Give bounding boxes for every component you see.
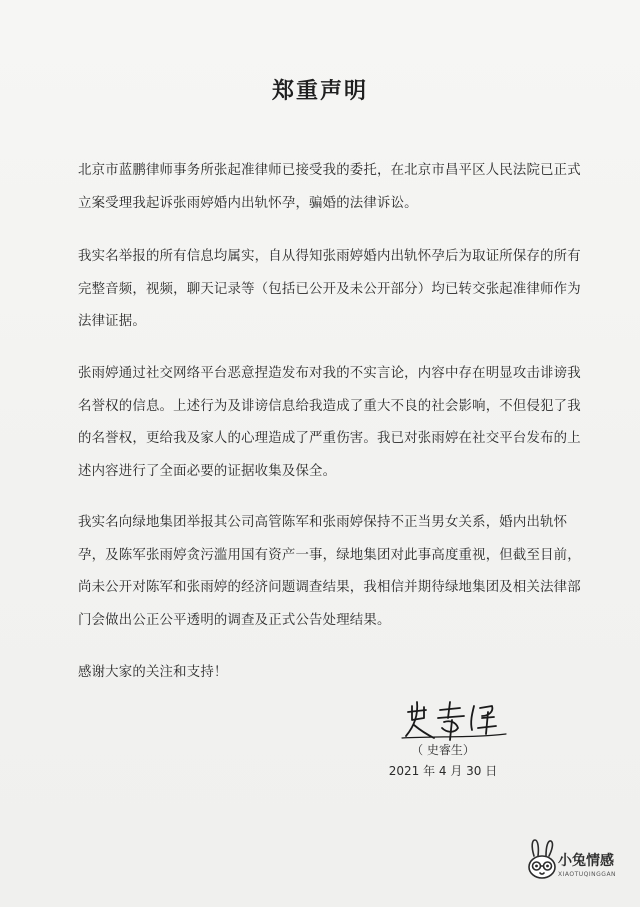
- paragraph-line: 述内容进行了全面必要的证据收集及保全。: [78, 463, 337, 479]
- paragraph-line: 尚未公开对陈军和张雨婷的经济问题调查结果，我相信并期待绿地集团及相关法律部: [78, 580, 581, 596]
- paragraph-line: 的名誉权，更给我及家人的心理造成了严重伤害。我已对张雨婷在社交平台发布的上: [78, 431, 581, 447]
- paragraph-line: 法律证据。: [78, 314, 146, 330]
- paragraph-line: 张雨婷通过社交网络平台恶意捏造发布对我的不实言论，内容中存在明显攻击诽谤我: [78, 366, 581, 381]
- watermark: [524, 838, 634, 898]
- signature-drawing: [388, 698, 518, 743]
- paragraph-3: [78, 358, 581, 488]
- paragraph-line: 我实名举报的所有信息均属实，自从得知张雨婷婚内出轨怀孕后为取证所保存的所有: [78, 249, 581, 264]
- paragraph-2: [78, 241, 581, 339]
- paragraph-line: 门会做出公正公平透明的调查及正式公告处理结果。: [78, 612, 391, 628]
- handwritten-signature: [388, 698, 518, 743]
- signer-name: （ 史睿生）: [411, 743, 475, 757]
- paragraph-line: 感谢大家的关注和支持！: [78, 665, 228, 680]
- paragraph-line: 我实名向绿地集团举报其公司高管陈军和张雨婷保持不正当男女关系，婚内出轨怀: [78, 515, 568, 530]
- paragraph-line: 北京市蓝鹏律师事务所张起准律师已接受我的委托，在北京市昌平区人民法院已正式: [78, 163, 581, 178]
- paragraph-line: 立案受理我起诉张雨婷婚内出轨怀孕，骗婚的法律诉讼。: [78, 195, 418, 211]
- paragraph-line: 孕，及陈军张雨婷贪污滥用国有资产一事，绿地集团对此事高度重视，但截至目前，: [78, 547, 581, 563]
- paragraph-4: [78, 507, 581, 637]
- watermark-name: 小兔情感: [558, 853, 614, 869]
- paragraph-line: 名誉权的信息。上述行为及诽谤信息给我造成了重大不良的社会影响，不但侵犯了我: [78, 398, 581, 414]
- document-date: 2021 年 4 月 30 日: [388, 764, 498, 778]
- paragraph-1: [78, 155, 581, 220]
- rabbit-with-glasses-icon: [524, 838, 560, 882]
- document-title: 郑重声明: [271, 79, 368, 104]
- paragraph-line: 完整音频，视频，聊天记录等（包括已公开及未公开部分）均已转交张起准律师作为: [78, 281, 581, 297]
- watermark-subtitle: XIAOTUQINGGAN: [558, 871, 617, 878]
- paragraph-5: [78, 657, 578, 690]
